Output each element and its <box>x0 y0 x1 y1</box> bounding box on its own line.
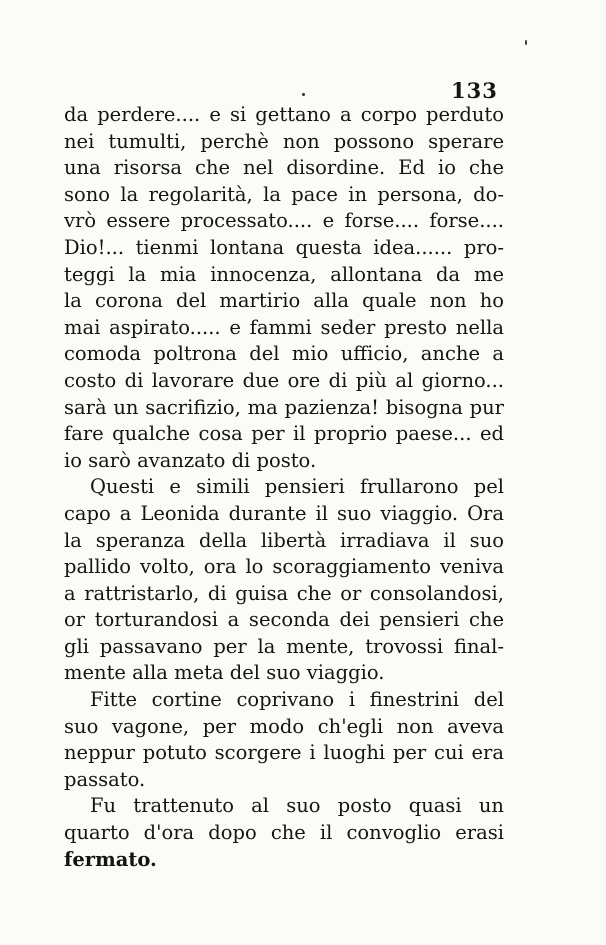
text-line: teggi la mia innocenza, allontana da me <box>64 262 504 286</box>
text-line: mai aspirato..... e fammi seder presto nella <box>64 315 504 339</box>
text-line: quarto d'ora dopo che il convoglio erasi <box>64 821 504 845</box>
text-line: una risorsa che nel disordine. Ed io che <box>64 156 504 180</box>
text-line: a rattristarlo, di guisa che or consolandosi, <box>64 581 504 605</box>
ink-speck <box>525 40 527 45</box>
text-line: costo di lavorare due ore di più al giorno... <box>64 368 504 392</box>
text-line: mente alla meta del suo viaggio. <box>64 661 385 685</box>
text-line: gli passavano per la mente, trovossi final- <box>64 634 504 658</box>
text-line: Fitte cortine coprivano i finestrini del <box>90 688 504 712</box>
text-line: Questi e simili pensieri frullarono pel <box>90 475 504 499</box>
text-line: da perdere.... e si gettano a corpo perduto <box>64 103 504 126</box>
text-line: or torturandosi a seconda dei pensieri che <box>64 608 504 632</box>
text-line: Dio!... tienmi lontana questa idea...... pro- <box>64 235 504 259</box>
body-text <box>64 102 504 873</box>
ink-speck <box>302 93 305 96</box>
text-line: Fu trattenuto al suo posto quasi un <box>90 794 504 818</box>
text-line: io sarò avanzato di posto. <box>64 448 317 472</box>
text-line: fare qualche cosa per il proprio paese... ed <box>64 422 504 446</box>
text-line: neppur potuto scorgere i luoghi per cui era <box>64 741 504 765</box>
page-number: 133 <box>451 78 498 103</box>
text-line: la speranza della libertà irradiava il suo <box>64 528 504 552</box>
text-line: vrò essere processato.... e forse.... forse.... <box>64 209 504 233</box>
text-line: la corona del martirio alla quale non ho <box>64 289 504 313</box>
text-line: sono la regolarità, la pace in persona, do- <box>64 182 504 206</box>
text-line: suo vagone, per modo ch'egli non aveva <box>64 714 504 738</box>
text-line: capo a Leonida durante il suo viaggio. Ora <box>64 501 504 525</box>
text-line: sarà un sacrifizio, ma pazienza! bisogna pur <box>64 395 504 419</box>
text-line: passato. <box>64 767 146 791</box>
text-line: nei tumulti, perchè non possono sperare <box>64 129 504 153</box>
text-line: pallido volto, ora lo scoraggiamento veniva <box>64 555 504 579</box>
text-line: fermato. <box>64 847 157 871</box>
text-line: comoda poltrona del mio ufficio, anche a <box>64 342 504 366</box>
